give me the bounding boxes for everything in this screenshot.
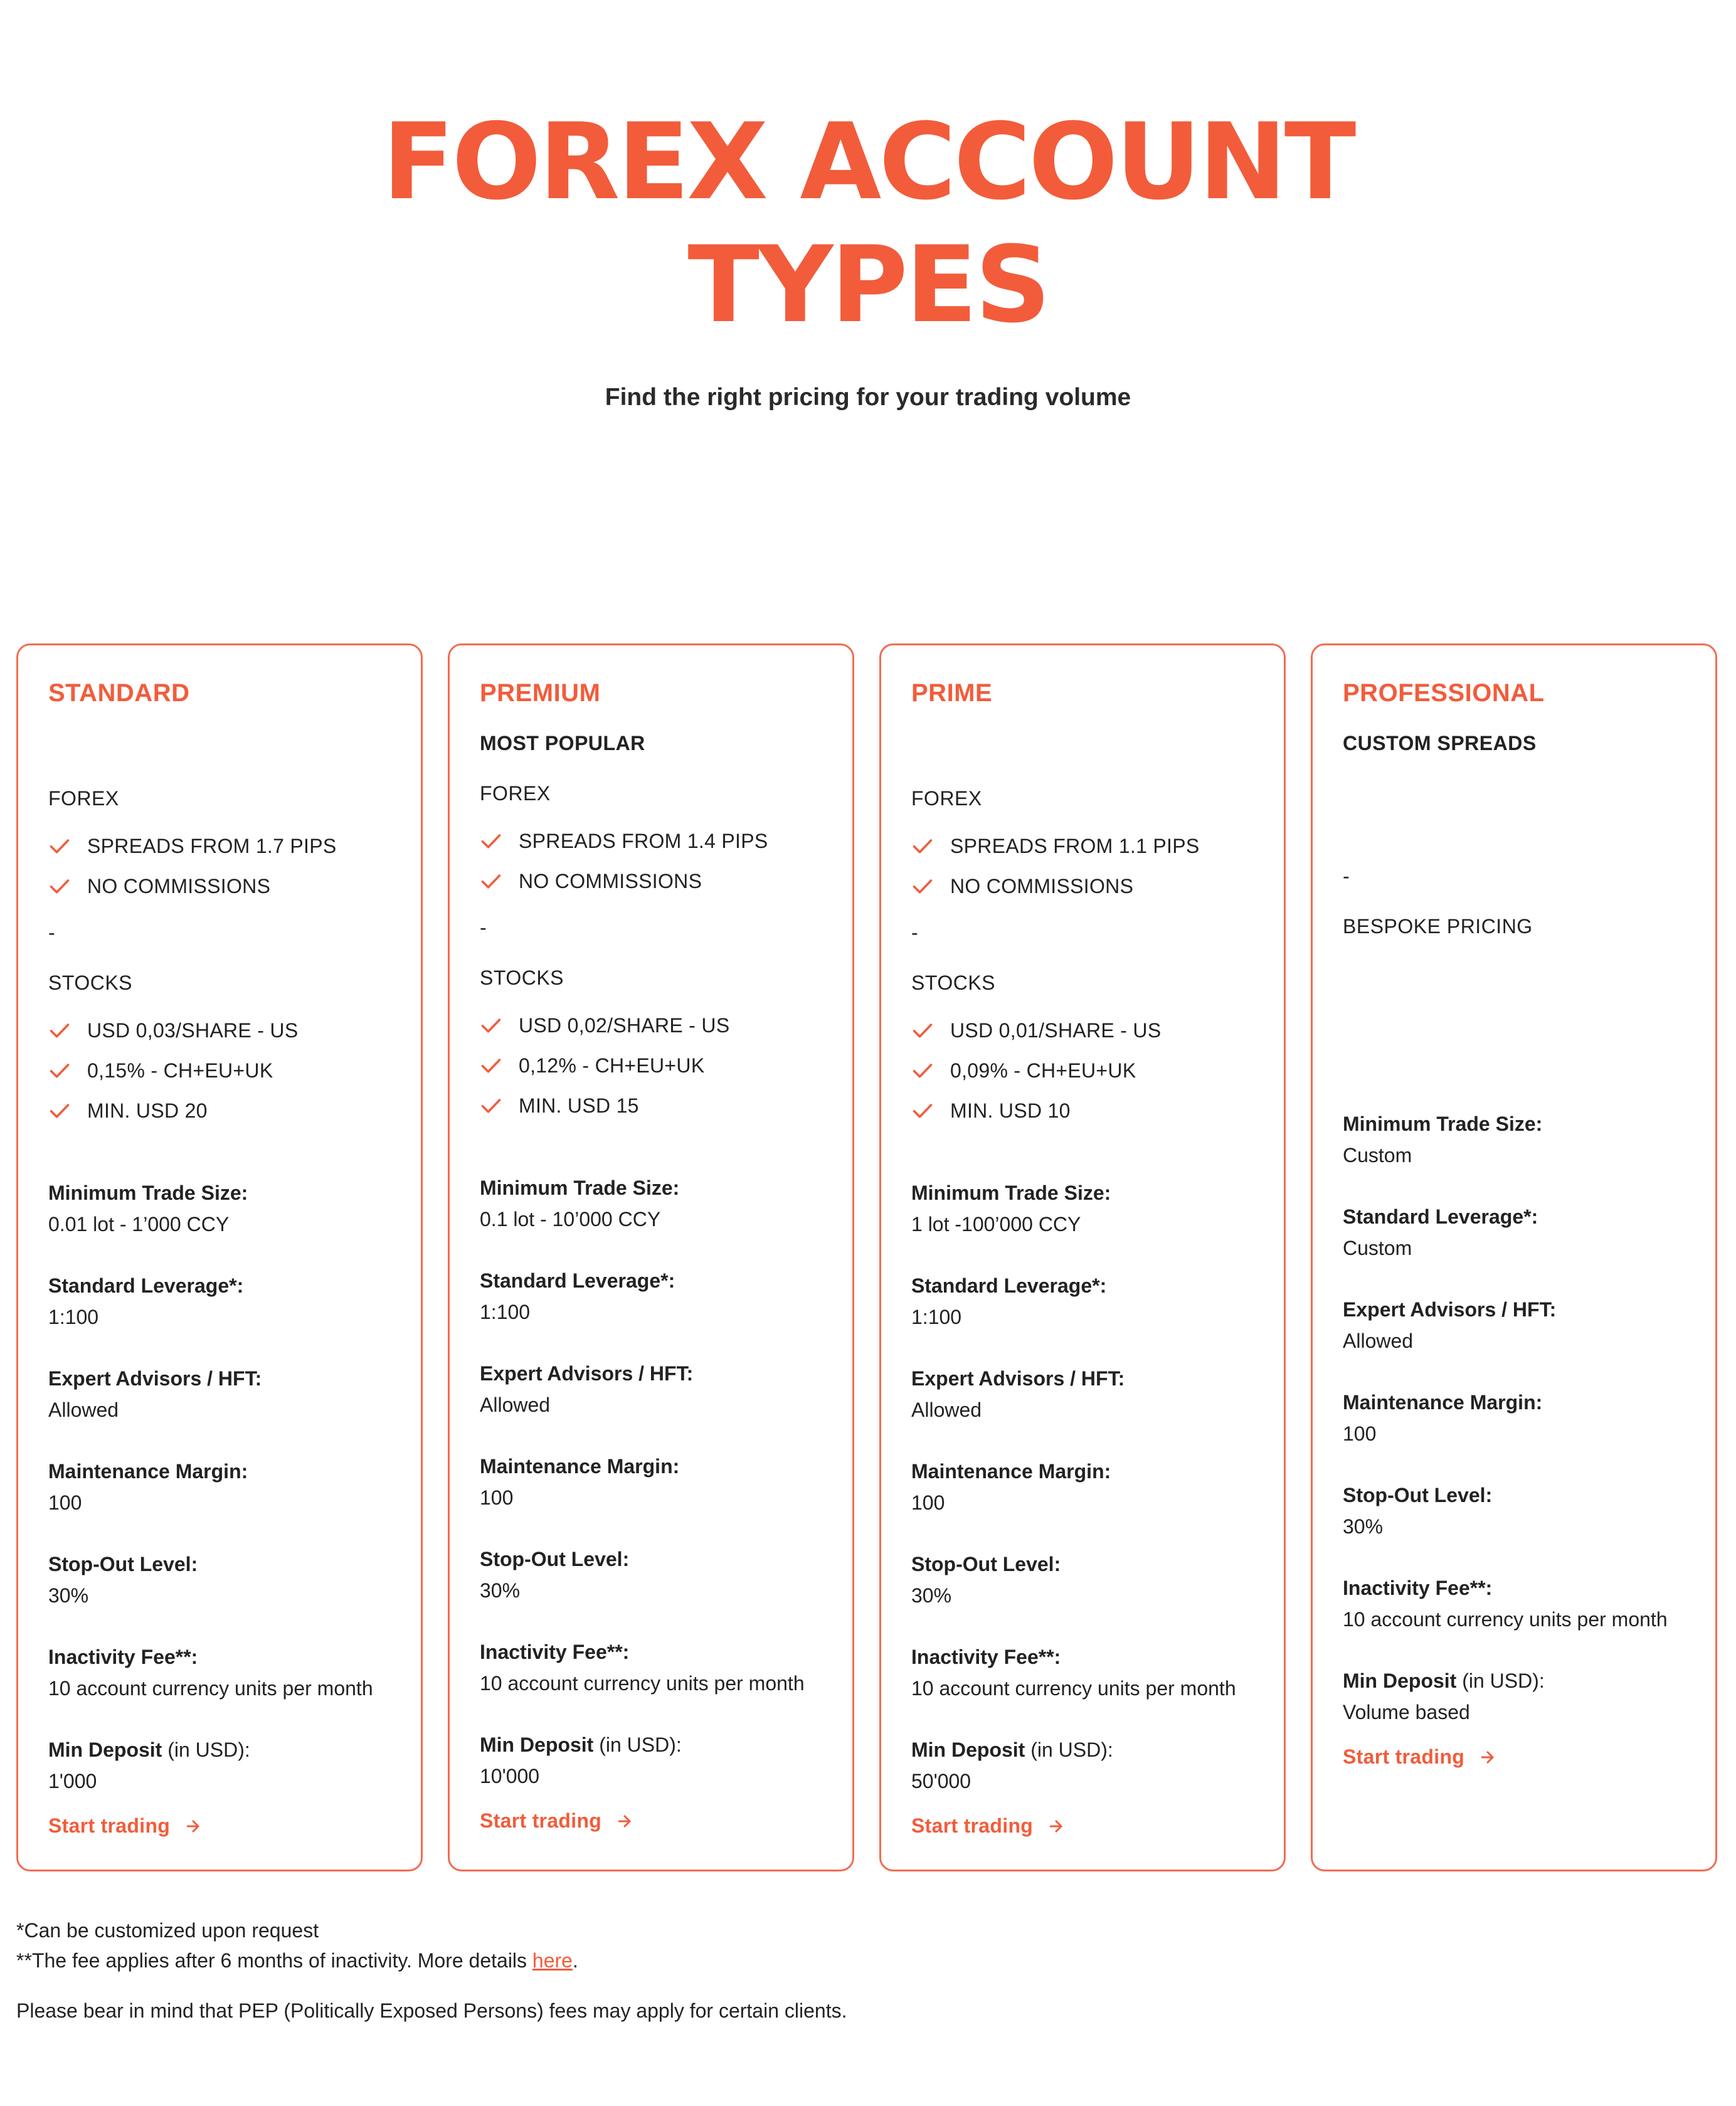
spec-expert-advisors [48, 1363, 391, 1426]
spec-label [1343, 1665, 1685, 1696]
stocks-feature-list [480, 1005, 822, 1126]
spec-label: Inactivity Fee**: [1343, 1577, 1493, 1599]
spec-label: Stop-Out Level: [480, 1548, 630, 1570]
stocks-feature-list [911, 1010, 1254, 1131]
spec-label: Inactivity Fee**: [48, 1646, 198, 1668]
feature-item [48, 1010, 391, 1050]
feature-item [48, 866, 391, 906]
plan-name: PREMIUM [480, 679, 601, 707]
spec-label: Standard Leverage*: [911, 1274, 1107, 1297]
check-icon [480, 1054, 502, 1077]
spec-value: 10 account currency units per month [911, 1677, 1236, 1700]
spec-value: 1:100 [911, 1306, 962, 1328]
spec-label: Standard Leverage*: [480, 1269, 675, 1292]
forex-feature-list [48, 826, 391, 906]
feature-text: NO COMMISSIONS [87, 874, 271, 897]
check-icon [48, 875, 71, 897]
spec-min-deposit [911, 1734, 1254, 1797]
plan-card-standard [16, 643, 423, 1871]
check-icon [911, 1019, 934, 1042]
spec-label: Minimum Trade Size: [911, 1182, 1111, 1204]
spec-maintenance-margin [48, 1456, 391, 1518]
plan-name: STANDARD [48, 679, 190, 707]
feature-item [480, 821, 822, 861]
page-title-line-2: TYPES [687, 223, 1049, 346]
spec-min-trade-size [48, 1177, 391, 1240]
spec-label: Expert Advisors / HFT: [48, 1367, 262, 1390]
spec-list [48, 1177, 391, 1797]
check-icon [48, 1019, 71, 1042]
spec-leverage [48, 1270, 391, 1333]
spec-value: 1'000 [48, 1770, 97, 1792]
page-subtitle: Find the right pricing for your trading volume [605, 384, 1131, 411]
feature-text: SPREADS FROM 1.1 PIPS [950, 834, 1200, 857]
feature-text: SPREADS FROM 1.4 PIPS [519, 829, 768, 852]
feature-item [480, 1045, 822, 1086]
spec-label: Maintenance Margin: [911, 1460, 1111, 1483]
spec-stop-out-level [480, 1543, 822, 1606]
pep-notice: Please bear in mind that PEP (Politically Exposed Persons) fees may apply for certain clients. [16, 1999, 847, 2022]
spec-min-deposit [1343, 1665, 1685, 1728]
hero [0, 100, 1736, 411]
spec-min-deposit [480, 1729, 822, 1792]
stocks-label: STOCKS [480, 966, 564, 989]
forex-feature-list [480, 821, 822, 901]
spec-expert-advisors [480, 1358, 822, 1421]
spec-maintenance-margin [1343, 1387, 1685, 1449]
spec-list [911, 1177, 1254, 1797]
forex-feature-list [911, 826, 1254, 906]
forex-section [480, 780, 822, 901]
stocks-section [480, 964, 822, 1126]
spec-label-strong: Min Deposit [48, 1738, 162, 1761]
spec-label: Expert Advisors / HFT: [480, 1362, 694, 1385]
spec-label [48, 1734, 391, 1765]
separator: - [1343, 865, 1350, 887]
stocks-section [911, 969, 1254, 1131]
start-trading-link[interactable] [911, 1814, 1066, 1838]
spec-leverage [1343, 1201, 1685, 1264]
spec-value: Volume based [1343, 1701, 1470, 1723]
check-icon [911, 835, 934, 857]
feature-item [911, 1091, 1254, 1131]
feature-item [911, 1050, 1254, 1091]
plans-grid [16, 643, 1717, 1871]
spec-value: 1:100 [480, 1301, 531, 1323]
stocks-section [48, 969, 391, 1131]
spec-inactivity-fee [911, 1641, 1254, 1704]
separator: - [48, 921, 55, 944]
spec-label: Minimum Trade Size: [1343, 1113, 1543, 1135]
spec-min-trade-size [480, 1172, 822, 1235]
feature-text: MIN. USD 10 [950, 1099, 1071, 1122]
feature-text: NO COMMISSIONS [950, 874, 1134, 897]
stocks-label: STOCKS [911, 971, 995, 994]
spec-label: Stop-Out Level: [1343, 1484, 1493, 1506]
spec-label-strong: Min Deposit [911, 1738, 1025, 1761]
arrow-right-icon [1047, 1817, 1066, 1836]
forex-label: FOREX [480, 782, 551, 805]
feature-item [480, 861, 822, 901]
spec-label: Inactivity Fee**: [480, 1641, 630, 1663]
footnote-customization: *Can be customized upon request [16, 1919, 319, 1942]
separator: - [911, 921, 918, 944]
spec-value: 10 account currency units per month [1343, 1608, 1668, 1631]
start-trading-link[interactable] [48, 1814, 203, 1838]
arrow-right-icon [1478, 1748, 1497, 1767]
spec-value: Allowed [480, 1394, 551, 1416]
feature-item [911, 826, 1254, 866]
spec-value: 0.1 lot - 10’000 CCY [480, 1208, 661, 1230]
forex-label: FOREX [48, 787, 119, 810]
spec-list [1343, 1108, 1685, 1728]
spec-value: Custom [1343, 1144, 1412, 1167]
spec-value: Custom [1343, 1237, 1412, 1259]
arrow-right-icon [184, 1817, 203, 1836]
plan-tag: MOST POPULAR [480, 732, 645, 754]
footnote-inactivity [16, 1945, 847, 1976]
stocks-label: STOCKS [48, 971, 132, 994]
check-icon [480, 1094, 502, 1117]
spec-label: Stop-Out Level: [911, 1553, 1061, 1575]
feature-item [480, 1005, 822, 1045]
arrow-right-icon [615, 1812, 634, 1831]
forex-label: FOREX [911, 787, 982, 810]
spec-value: 10 account currency units per month [480, 1672, 805, 1695]
spec-stop-out-level [911, 1548, 1254, 1611]
spec-label: Stop-Out Level: [48, 1553, 198, 1575]
spec-label: Maintenance Margin: [480, 1455, 680, 1478]
feature-text: USD 0,01/SHARE - US [950, 1019, 1162, 1042]
spec-value: 30% [1343, 1515, 1384, 1538]
feature-text: USD 0,02/SHARE - US [519, 1013, 730, 1037]
footnote-inactivity-end: . [572, 1949, 578, 1972]
page-title [0, 100, 1736, 346]
feature-item [911, 866, 1254, 906]
spec-inactivity-fee [48, 1641, 391, 1704]
spec-value: 10'000 [480, 1765, 540, 1787]
spec-value: 30% [48, 1584, 89, 1607]
spec-value: 50'000 [911, 1770, 971, 1792]
spec-value: Allowed [911, 1399, 982, 1421]
footnote-inactivity-text: **The fee applies after 6 months of inactivity. More details [16, 1949, 532, 1972]
feature-text: 0,09% - CH+EU+UK [950, 1059, 1136, 1082]
start-trading-link[interactable] [480, 1809, 634, 1833]
check-icon [480, 1014, 502, 1037]
feature-text: 0,15% - CH+EU+UK [87, 1059, 273, 1082]
feature-text: MIN. USD 15 [519, 1094, 639, 1117]
feature-text: USD 0,03/SHARE - US [87, 1019, 299, 1042]
check-icon [480, 870, 502, 892]
plan-card-professional [1311, 643, 1717, 1871]
spec-label: Maintenance Margin: [48, 1460, 248, 1483]
spec-stop-out-level [48, 1548, 391, 1611]
plan-card-premium [448, 643, 854, 1871]
check-icon [48, 1059, 71, 1082]
spec-value: 100 [911, 1491, 945, 1514]
feature-text: 0,12% - CH+EU+UK [519, 1054, 705, 1077]
footnotes [16, 1915, 847, 2026]
spec-value: 100 [48, 1491, 82, 1514]
spec-inactivity-fee [480, 1636, 822, 1699]
start-trading-link[interactable] [1343, 1745, 1497, 1769]
spec-label-strong: Min Deposit [1343, 1669, 1457, 1692]
plan-card-prime [879, 643, 1286, 1871]
spec-label-unit: (in USD): [162, 1738, 250, 1761]
check-icon [480, 830, 502, 852]
check-icon [911, 1099, 934, 1122]
feature-item [48, 826, 391, 866]
spec-label: Minimum Trade Size: [480, 1177, 680, 1199]
plan-name: PRIME [911, 679, 993, 707]
spec-min-trade-size [911, 1177, 1254, 1240]
check-icon [48, 835, 71, 857]
plan-name: PROFESSIONAL [1343, 679, 1545, 707]
spec-label [911, 1734, 1254, 1765]
check-icon [911, 875, 934, 897]
cta-label: Start trading [911, 1814, 1034, 1837]
spec-value: 10 account currency units per month [48, 1677, 373, 1700]
spec-value: Allowed [1343, 1330, 1414, 1352]
spec-label [480, 1729, 822, 1760]
spec-label: Standard Leverage*: [48, 1274, 244, 1297]
feature-item [48, 1091, 391, 1131]
plan-tag: CUSTOM SPREADS [1343, 732, 1537, 754]
forex-section [48, 785, 391, 906]
spec-min-trade-size [1343, 1108, 1685, 1171]
spec-leverage [480, 1265, 822, 1328]
separator: - [480, 916, 487, 939]
spec-value: 100 [1343, 1422, 1377, 1445]
spec-label: Inactivity Fee**: [911, 1646, 1061, 1668]
spec-label: Expert Advisors / HFT: [911, 1367, 1125, 1390]
forex-section [911, 785, 1254, 906]
feature-item [911, 1010, 1254, 1050]
spec-label: Minimum Trade Size: [48, 1182, 248, 1204]
feature-text: MIN. USD 20 [87, 1099, 208, 1122]
spec-min-deposit [48, 1734, 391, 1797]
check-icon [48, 1099, 71, 1122]
spec-label: Maintenance Margin: [1343, 1391, 1543, 1414]
spec-label: Expert Advisors / HFT: [1343, 1298, 1557, 1321]
more-details-link[interactable]: here [532, 1949, 573, 1972]
spec-label-unit: (in USD): [1456, 1669, 1545, 1692]
check-icon [911, 1059, 934, 1082]
spec-maintenance-margin [480, 1451, 822, 1513]
spec-value: 1:100 [48, 1306, 99, 1328]
spec-value: 30% [480, 1579, 521, 1602]
spec-maintenance-margin [911, 1456, 1254, 1518]
cta-label: Start trading [1343, 1745, 1465, 1768]
cta-label: Start trading [48, 1814, 171, 1837]
spec-inactivity-fee [1343, 1572, 1685, 1635]
spec-expert-advisors [911, 1363, 1254, 1426]
spec-expert-advisors [1343, 1294, 1685, 1357]
spec-label-unit: (in USD): [1025, 1738, 1113, 1761]
feature-text: NO COMMISSIONS [519, 869, 702, 892]
spec-leverage [911, 1270, 1254, 1333]
spec-label-strong: Min Deposit [480, 1733, 594, 1756]
spec-value: 100 [480, 1486, 514, 1509]
spec-value: Allowed [48, 1399, 119, 1421]
spec-value: 1 lot -100’000 CCY [911, 1213, 1081, 1236]
feature-item [48, 1050, 391, 1091]
spec-label-unit: (in USD): [593, 1733, 682, 1756]
cta-label: Start trading [480, 1809, 602, 1832]
spec-value: 0.01 lot - 1’000 CCY [48, 1213, 230, 1236]
spec-stop-out-level [1343, 1479, 1685, 1542]
page-title-line-1: FOREX ACCOUNT [382, 100, 1354, 223]
spec-value: 30% [911, 1584, 952, 1607]
stocks-feature-list [48, 1010, 391, 1131]
bespoke-pricing: BESPOKE PRICING [1343, 915, 1533, 938]
feature-item [480, 1086, 822, 1126]
feature-text: SPREADS FROM 1.7 PIPS [87, 834, 337, 857]
spec-label: Standard Leverage*: [1343, 1205, 1538, 1228]
spec-list [480, 1172, 822, 1792]
